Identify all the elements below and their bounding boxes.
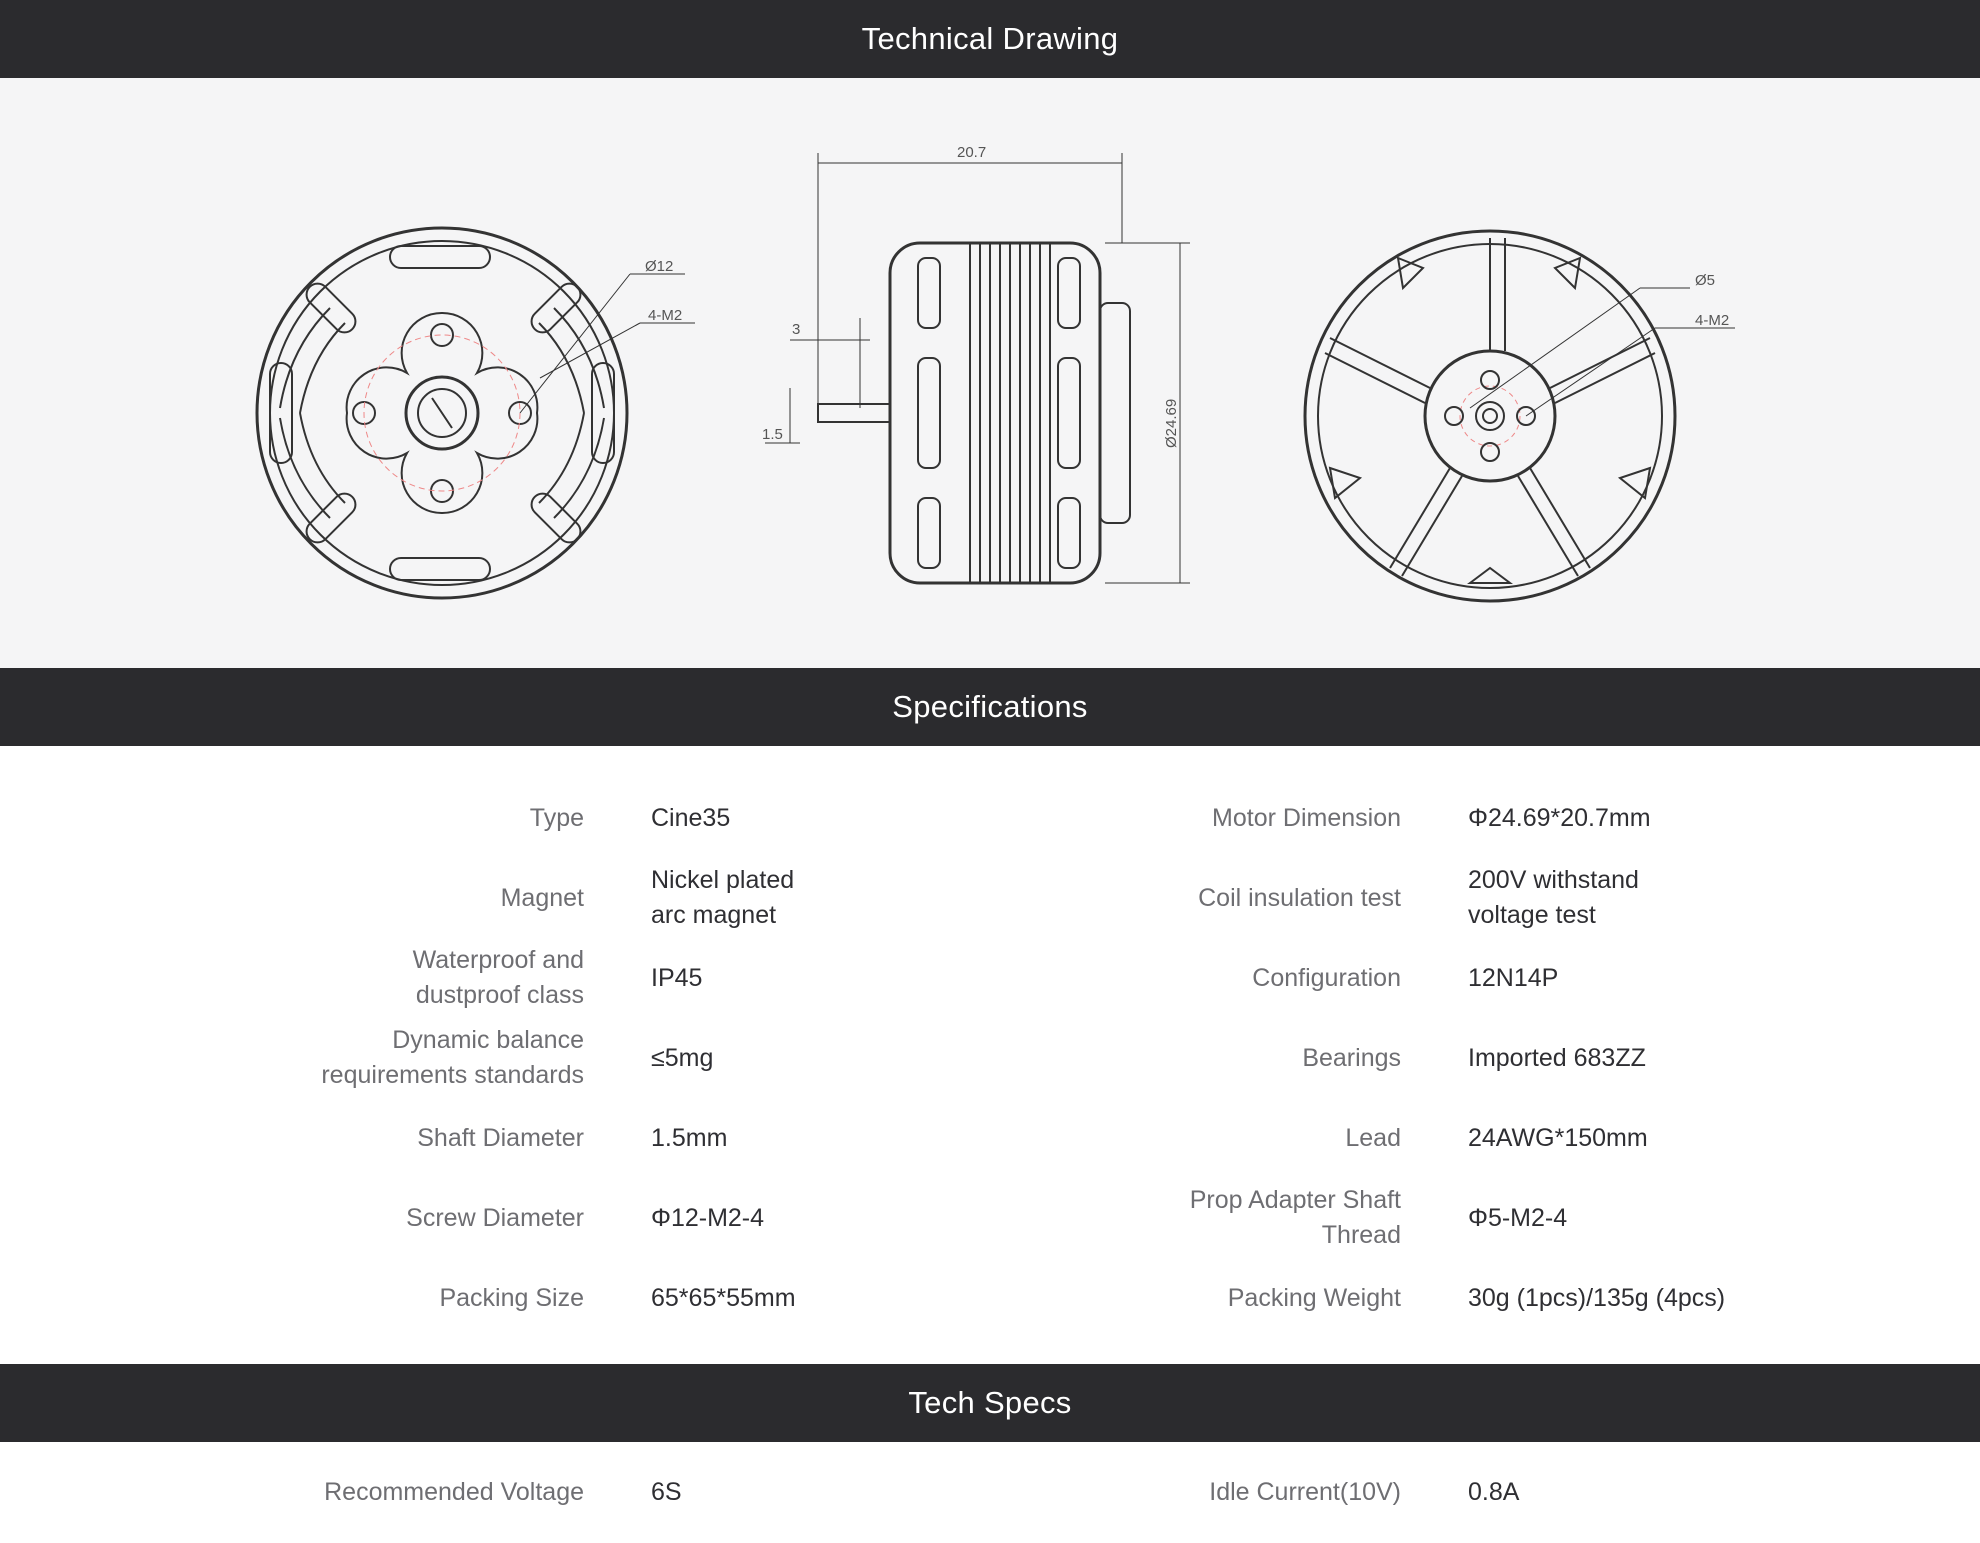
spec-value: Φ24.69*20.7mm: [1468, 803, 1651, 832]
side-shaft-label: 1.5: [762, 426, 783, 443]
section-title: Specifications: [892, 689, 1088, 724]
spec-value: 24AWG*150mm: [1468, 1123, 1648, 1152]
motor-drawings: [0, 78, 1980, 668]
section-header-technical-drawing: [0, 0, 1980, 78]
rear-screw-label: 4-M2: [1695, 312, 1730, 329]
tech-specs-table: [0, 1442, 1980, 1543]
spec-value: 30g (1pcs)/135g (4pcs): [1468, 1283, 1726, 1312]
spec-value: IP45: [651, 963, 703, 992]
rear-diameter-label: Ø5: [1695, 272, 1716, 289]
spec-label: Prop Adapter Shaft Thread: [1189, 1186, 1401, 1249]
spec-label: Configuration: [1252, 963, 1401, 992]
spec-label: Screw Diameter: [406, 1203, 584, 1232]
front-diameter-label: Ø12: [645, 258, 674, 275]
section-header-tech-specs: [0, 1364, 1980, 1442]
section-title: Tech Specs: [908, 1385, 1072, 1420]
spec-row: [0, 1098, 1980, 1178]
spec-row: [0, 1018, 1980, 1098]
spec-row: [0, 1178, 1980, 1258]
spec-value: Cine35: [651, 803, 731, 832]
spec-value: Φ5-M2-4: [1468, 1203, 1568, 1232]
technical-drawing-area: [0, 78, 1980, 668]
spec-row: [0, 1452, 1980, 1532]
spec-label: Magnet: [500, 883, 584, 912]
spec-value: 200V withstand voltage test: [1468, 866, 1639, 929]
spec-label: Waterproof and dustproof class: [412, 946, 584, 1009]
section-title: Technical Drawing: [861, 21, 1119, 56]
spec-label: Type: [529, 803, 584, 832]
spec-value: 65*65*55mm: [651, 1283, 796, 1312]
side-offset-label: 3: [792, 321, 801, 338]
spec-row: [0, 858, 1980, 938]
spec-value: Nickel plated arc magnet: [651, 866, 795, 929]
side-diameter-label: Ø24.69: [1163, 398, 1180, 448]
spec-label: Bearings: [1302, 1043, 1401, 1072]
spec-value: Φ12-M2-4: [651, 1203, 765, 1232]
front-screw-label: 4-M2: [648, 307, 683, 324]
spec-label: Coil insulation test: [1198, 883, 1401, 912]
section-header-specifications: [0, 668, 1980, 746]
spec-label: Idle Current(10V): [1209, 1477, 1401, 1506]
spec-row: [0, 778, 1980, 858]
spec-row: [0, 938, 1980, 1018]
spec-label: Packing Weight: [1227, 1283, 1401, 1312]
spec-value: 1.5mm: [651, 1123, 728, 1152]
spec-value: Imported 683ZZ: [1468, 1043, 1646, 1072]
side-view-drawing: [765, 153, 1190, 583]
specifications-table: [0, 746, 1980, 1364]
spec-row: [0, 1258, 1980, 1338]
spec-label: Shaft Diameter: [417, 1123, 584, 1152]
spec-value: 6S: [651, 1477, 682, 1506]
spec-label: Packing Size: [439, 1283, 584, 1312]
spec-label: Lead: [1345, 1123, 1401, 1152]
spec-value: ≤5mg: [651, 1043, 714, 1072]
spec-value: 0.8A: [1468, 1477, 1520, 1506]
front-view-drawing: [257, 228, 695, 598]
spec-value: 12N14P: [1468, 963, 1559, 992]
spec-label: Motor Dimension: [1212, 803, 1401, 832]
side-length-label: 20.7: [957, 144, 987, 161]
spec-label: Recommended Voltage: [324, 1477, 584, 1506]
spec-label: Dynamic balance requirements standards: [321, 1026, 584, 1089]
rear-view-drawing: [1305, 231, 1735, 601]
